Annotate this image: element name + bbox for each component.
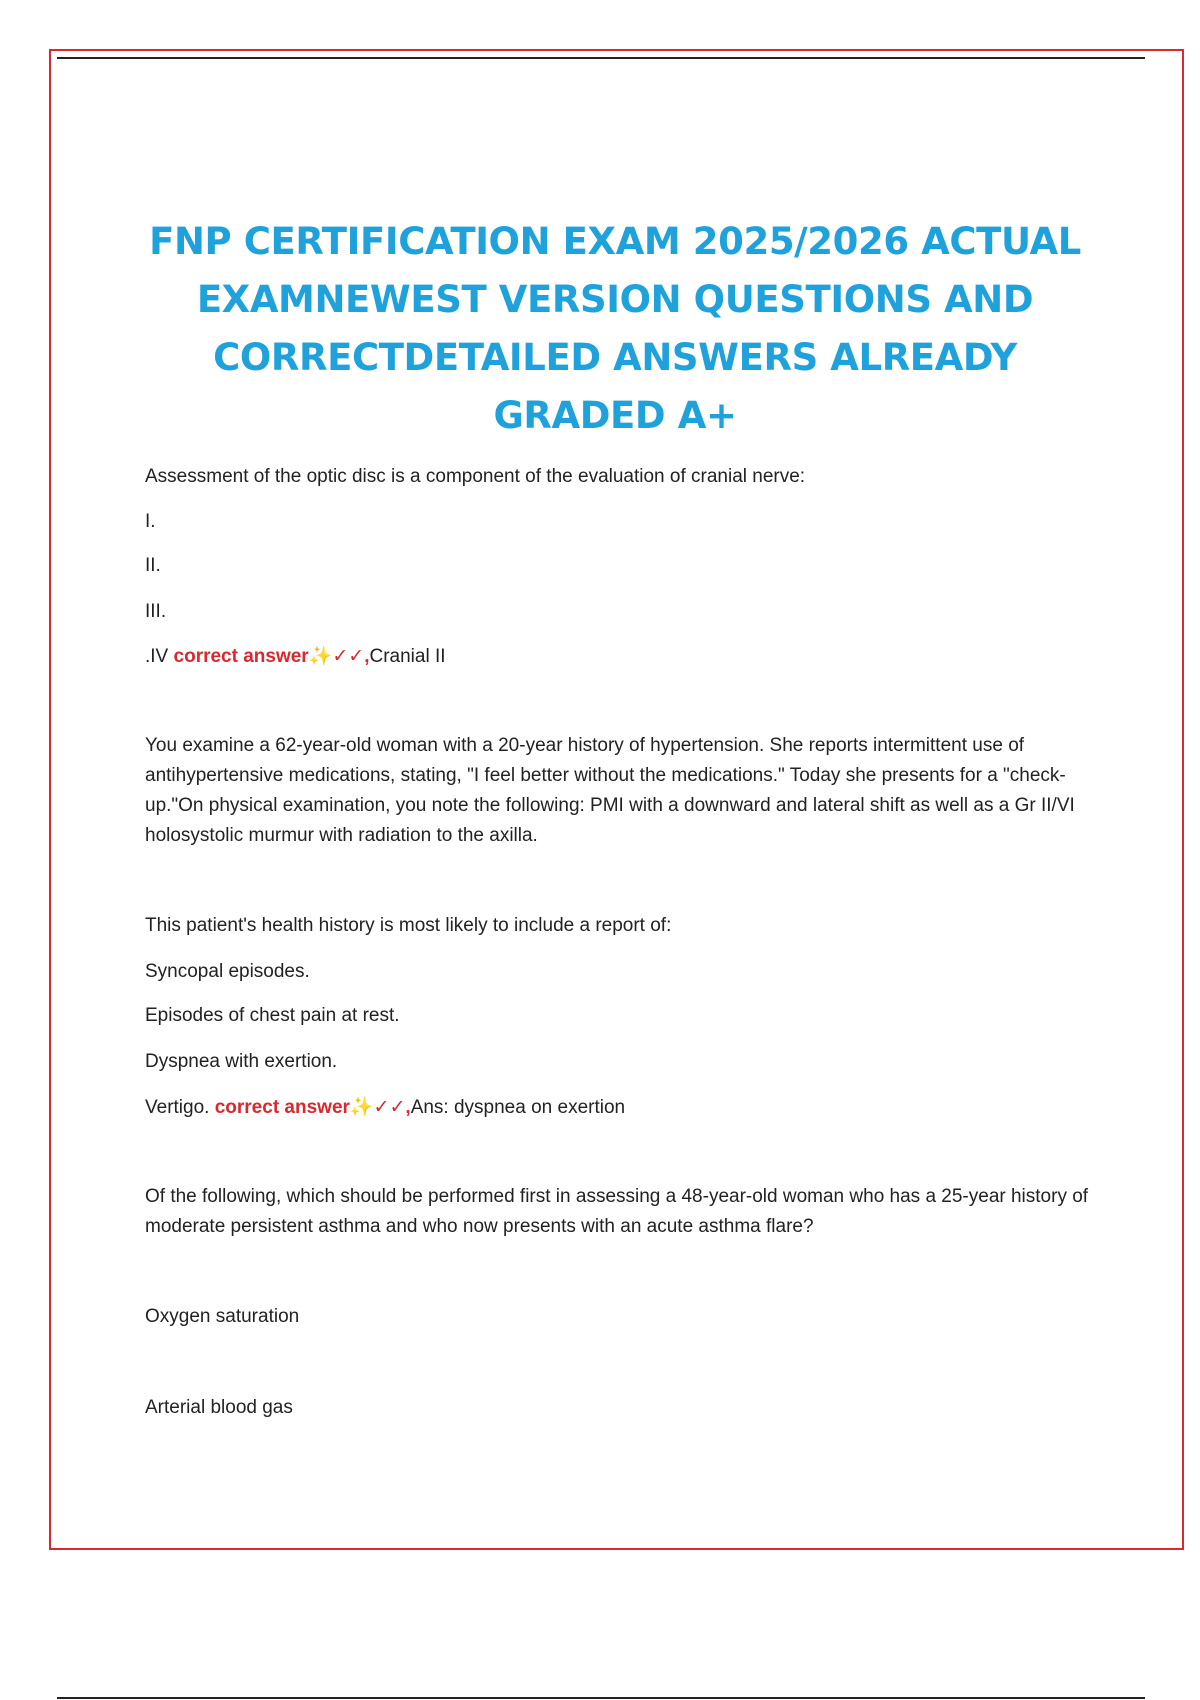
document-title: FNP CERTIFICATION EXAM 2025/2026 ACTUAL EXAMNEWEST VERSION QUESTIONS AND CORRECTDETAILED ANSWERS ALREADY GRADED A+	[149, 220, 1081, 437]
question-2-option-1: Syncopal episodes.	[145, 961, 310, 982]
bottom-rule	[57, 1697, 1145, 1699]
document-body	[145, 462, 1095, 1423]
question-1-answer: Cranial II	[369, 646, 446, 667]
question-2-option-2: Episodes of chest pain at rest.	[145, 1005, 400, 1026]
question-1-option-3: III.	[145, 601, 167, 622]
question-2-option-3: Dyspnea with exertion.	[145, 1051, 338, 1072]
correct-answer-marker: correct answer✨✓✓,	[173, 646, 370, 667]
question-2-answer: Ans: dyspnea on exertion	[410, 1097, 626, 1118]
question-1-answer-prefix: .IV	[145, 646, 174, 667]
question-1-answer-line	[145, 642, 1095, 672]
question-3-option-1: Oxygen saturation	[145, 1306, 300, 1327]
question-3-option-2: Arterial blood gas	[145, 1397, 293, 1418]
question-2-answer-prefix: Vertigo.	[145, 1097, 215, 1118]
question-1-stem: Assessment of the optic disc is a component of the evaluation of cranial nerve:	[145, 466, 806, 487]
top-rule	[57, 57, 1145, 59]
correct-answer-marker: correct answer✨✓✓,	[214, 1097, 411, 1118]
question-1-option-1: I.	[145, 511, 156, 532]
question-2-case: You examine a 62-year-old woman with a 20-year history of hypertension. She reports intermittent use of antihypertensive medications, stating, "I feel better without the medications." Today she presents for a "check-up."On physical examination, you note the following: PMI with a downward and lateral shift as well as a Gr II/VI holosystolic murmur with radiation to the axilla.	[145, 735, 1075, 846]
question-1-option-2: II.	[145, 555, 161, 576]
question-3-stem: Of the following, which should be performed first in assessing a 48-year-old woman who has a 25-year history of moderate persistent asthma and who now presents with an acute asthma flare?	[145, 1186, 1089, 1237]
question-2-answer-line	[145, 1093, 1095, 1123]
question-2-stem: This patient's health history is most likely to include a report of:	[145, 915, 672, 936]
